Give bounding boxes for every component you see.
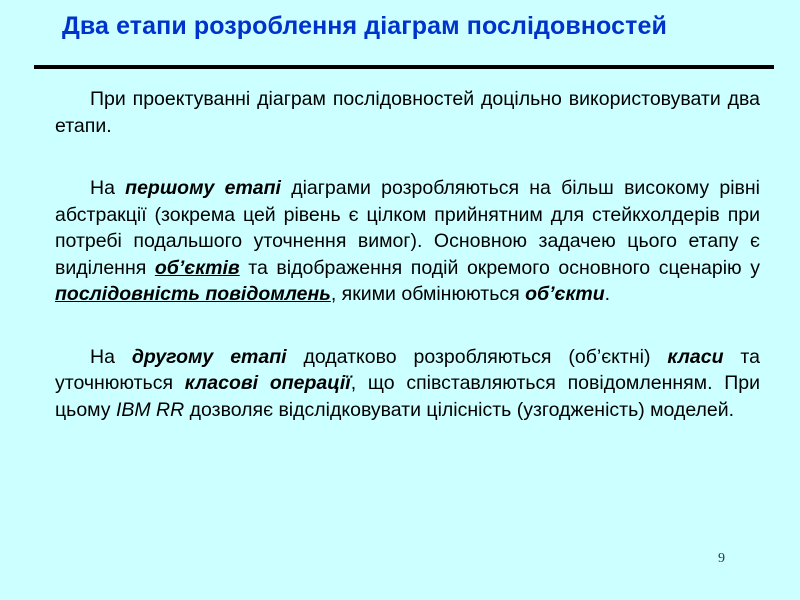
classes-term: класи (667, 345, 724, 368)
text-run: На (90, 345, 132, 368)
paragraph-spacer (55, 139, 760, 175)
text-run: дозволяє відслідковувати цілісність (узгодженість) моделей. (184, 398, 735, 421)
slide-title: Два етапи розроблення діаграм послідовностей (62, 12, 667, 40)
text-run: та уточнюються (55, 345, 760, 394)
intro-text: При проектуванні діаграм послідовностей доцільно використовувати два етапи. (55, 88, 760, 137)
paragraph-spacer (55, 308, 760, 344)
text-run: На (90, 177, 126, 199)
paragraph-intro (55, 86, 760, 139)
class-operations-term: класові операції (184, 372, 351, 394)
ibm-rr-term: IBM RR (115, 398, 185, 421)
text-run: діаграми розробляються на більш високому рівні абстракції (зокрема цей рівень є цілком прийнятним для стейкхолдерів при потребі подальшого уточнення вимог). Основною задачею цього етапу є виділення (55, 177, 760, 279)
text-run: . (604, 283, 611, 305)
title-divider (34, 65, 774, 69)
first-stage-term: першому етапі (125, 177, 281, 199)
text-run: та відображення подій окремого основного сценарію у (239, 256, 760, 279)
slide-body (55, 86, 760, 423)
second-stage-term: другому етапі (131, 345, 287, 368)
message-sequence-term: послідовність повідомлень (55, 283, 331, 305)
text-run: , що співставляються повідомленням. При цьому (55, 372, 760, 421)
paragraph-first-stage (55, 175, 760, 308)
text-run: , якими обмінюються (330, 283, 526, 305)
page-number: 9 (718, 551, 725, 566)
text-run: додатково розробляються (об’єктні) (286, 345, 668, 368)
paragraph-second-stage (55, 344, 760, 424)
objects-term: об’єктів (154, 256, 240, 279)
objects-term-2: об’єкти (525, 283, 605, 305)
